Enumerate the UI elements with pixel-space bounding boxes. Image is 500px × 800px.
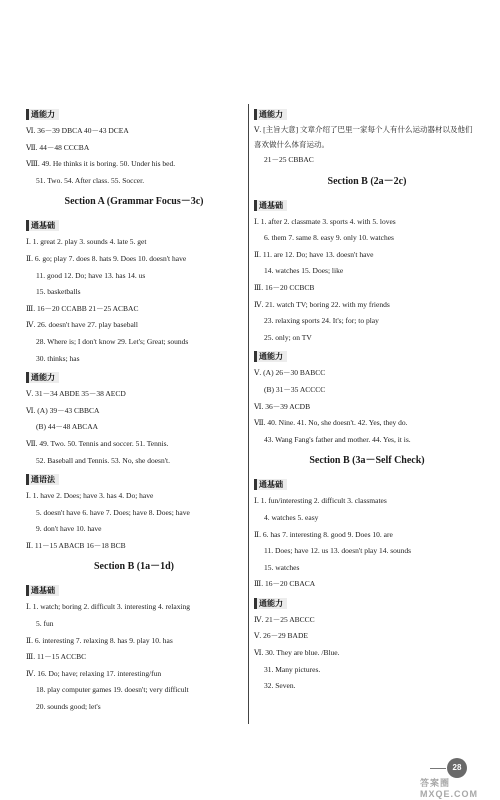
answer-line: Ⅴ. 26－29 BADE	[254, 631, 308, 641]
answer-line: 14. watches 15. Does; like	[264, 266, 344, 276]
answer-line: (B) 44－48 ABCAA	[36, 422, 99, 432]
answer-line: 20. sounds good; let's	[36, 702, 101, 712]
answer-line: 5. fun	[36, 619, 54, 629]
answer-line: Ⅰ. 1. after 2. classmate 3. sports 4. with 5. loves	[254, 216, 396, 226]
answer-line: Ⅵ. 36－39 ACDB	[254, 401, 311, 411]
section-tag: 通能力	[26, 109, 59, 120]
section-tag: 通基础	[26, 585, 59, 596]
answer-line: Ⅰ. 1. fun/interesting 2. difficult 3. classmates	[254, 496, 387, 506]
answer-line: 5. doesn't have 6. have 7. Does; have 8. Does; have	[36, 507, 190, 517]
section-tag: 通能力	[26, 372, 59, 383]
section-tag: 通语法	[26, 474, 59, 485]
answer-line: 21－25 CBBAC	[264, 155, 314, 164]
page-number-rule	[430, 768, 446, 769]
answer-line: Ⅳ. 16. Do; have; relaxing 17. interesting/fun	[26, 668, 162, 678]
answer-line: 28. Where is; I don't know 29. Let's; Great; sounds	[36, 336, 189, 346]
section-tag: 通基础	[254, 479, 287, 490]
section-title: Section A (Grammar Focus－3c)	[64, 196, 204, 208]
section-tag: 通基础	[26, 220, 59, 231]
answer-line: Ⅱ. 6. has 7. interesting 8. good 9. Does 10. are	[254, 529, 393, 539]
watermark: 答案圈 MXQE.COM	[420, 778, 479, 799]
answer-line: Ⅵ. 30. They are blue. /Blue.	[254, 648, 340, 658]
section-tag: 通基础	[254, 200, 287, 211]
answer-line: Ⅱ. 11. are 12. Do; have 13. doesn't have	[254, 249, 374, 259]
answer-line: 15. basketballs	[36, 287, 81, 297]
answer-line: Ⅵ. 36－39 DBCA 40－43 DCEA	[26, 126, 129, 135]
section-tag: 通能力	[254, 109, 287, 120]
answer-line: Ⅵ. (A) 39－43 CBBCA	[26, 405, 100, 415]
answer-line: Ⅱ. 6. interesting 7. relaxing 8. has 9. play 10. has	[26, 635, 173, 645]
section-tag: 通能力	[254, 351, 287, 362]
answer-line: Ⅳ. 21. watch TV; boring 22. with my friends	[254, 299, 390, 309]
answer-line: 52. Baseball and Tennis. 53. No, she doesn't.	[36, 455, 171, 465]
section-title: Section B (1a－1d)	[94, 561, 174, 573]
answer-line: Ⅱ. 6. go; play 7. does 8. hats 9. Does 10. doesn't have	[26, 253, 187, 263]
answer-line: 25. only; on TV	[264, 332, 312, 342]
answer-line: Ⅷ. 49. He thinks it is boring. 50. Under his bed.	[26, 159, 176, 169]
section-title: Section B (2a－2c)	[327, 175, 407, 187]
answer-line: Ⅲ. 16－20 CBACA	[254, 579, 316, 589]
right-column	[254, 104, 480, 695]
column-divider	[248, 104, 249, 724]
page-number: 28	[447, 758, 467, 778]
answer-line: Ⅴ. 31－34 ABDE 35－38 AECD	[26, 389, 126, 399]
answer-line: Ⅶ. 49. Two. 50. Tennis and soccer. 51. Tennis.	[26, 438, 169, 448]
answer-line: Ⅱ. 11－15 ABACB 16－18 BCB	[26, 540, 126, 550]
answer-line: 23. relaxing sports 24. It's; for; to play	[264, 316, 379, 326]
answer-line: Ⅲ. 16－20 CCBCB	[254, 282, 315, 292]
answer-line: 15. watches	[264, 562, 300, 572]
answer-line: 51. Two. 54. After class. 55. Soccer.	[36, 175, 145, 185]
answer-line: Ⅳ. 26. doesn't have 27. play baseball	[26, 320, 138, 330]
answer-paragraph: Ⅴ. [主旨大意] 文章介绍了巴里一家每个人有什么运动器材以及他们喜欢做什么体育运动。	[254, 125, 473, 149]
answer-line: Ⅰ. 1. have 2. Does; have 3. has 4. Do; have	[26, 491, 154, 501]
section-title: Section B (3a－Self Check)	[309, 455, 425, 467]
answer-line: 11. Does; have 12. us 13. doesn't play 14. sounds	[264, 546, 412, 556]
section-tag: 通能力	[254, 598, 287, 609]
answer-line: Ⅶ. 40. Nine. 41. No, she doesn't. 42. Yes, they do.	[254, 418, 408, 428]
answer-line: 4. watches 5. easy	[264, 512, 319, 522]
answer-line: Ⅰ. 1. watch; boring 2. difficult 3. interesting 4. relaxing	[26, 602, 191, 612]
answer-line: Ⅴ. (A) 26－30 BABCC	[254, 368, 326, 378]
answer-line: (B) 31－35 ACCCC	[264, 384, 326, 394]
answer-line: 9. don't have 10. have	[36, 524, 102, 534]
answer-line: Ⅳ. 21－25 ABCCC	[254, 614, 315, 624]
answer-line: 18. play computer games 19. doesn't; very difficult	[36, 685, 189, 695]
answer-line: 6. them 7. same 8. easy 9. only 10. watches	[264, 233, 394, 243]
answer-line: Ⅲ. 16－20 CCABB 21－25 ACBAC	[26, 303, 139, 313]
left-column	[26, 104, 242, 716]
answer-line: 11. good 12. Do; have 13. has 14. us	[36, 270, 146, 280]
answer-line: Ⅶ. 44－48 CCCBA	[26, 142, 90, 152]
answer-line: 32. Seven.	[264, 681, 296, 691]
answer-line: Ⅰ. 1. great 2. play 3. sounds 4. late 5. get	[26, 237, 147, 247]
answer-line: Ⅲ. 11－15 ACCBC	[26, 652, 87, 662]
answer-line: 43. Wang Fang's father and mother. 44. Yes, it is.	[264, 434, 411, 444]
answer-line: 30. thinks; has	[36, 353, 80, 363]
answer-line: 31. Many pictures.	[264, 664, 321, 674]
